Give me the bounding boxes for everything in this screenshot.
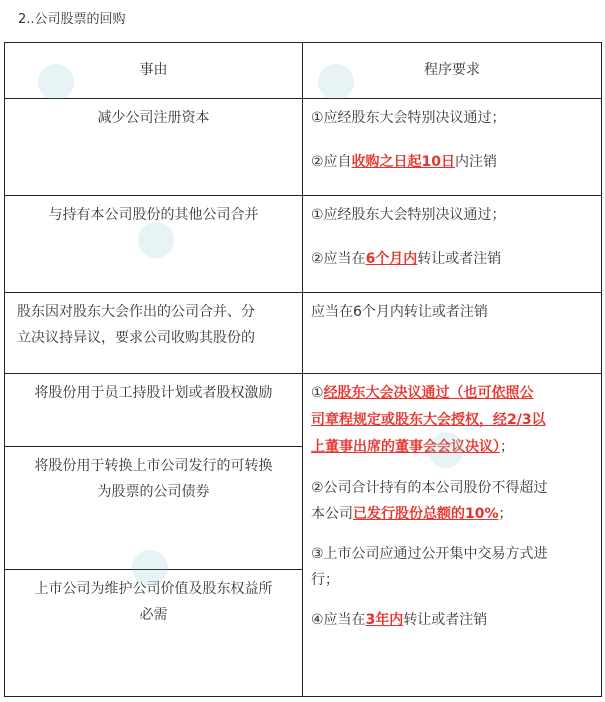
procedure-item: ①应经股东大会特别决议通过；: [311, 207, 506, 223]
text-segment: ②应当在: [311, 251, 366, 267]
reason-text: 必需: [139, 607, 168, 623]
text-segment: ②应自: [311, 154, 352, 170]
table-header-row: [5, 43, 602, 99]
procedure-cell: [303, 293, 602, 374]
header-procedure: 程序要求: [303, 43, 602, 99]
text-segment: ；: [498, 506, 513, 522]
table-row: [5, 374, 602, 447]
reason-cell: [5, 196, 303, 293]
procedure-item-cont: 行；: [311, 572, 339, 588]
reason-cell: [5, 99, 303, 196]
procedure-item: [311, 380, 591, 407]
table-row: [5, 99, 602, 196]
share-repurchase-table: [4, 42, 602, 697]
reason-text: 与持有本公司股份的其他公司合并: [48, 207, 259, 223]
procedure-item: [311, 246, 591, 272]
reason-text: 将股份用于员工持股计划或者股权激励: [34, 385, 273, 401]
text-segment: ①: [311, 385, 324, 401]
highlight-text: 3年内: [365, 612, 404, 628]
highlight-text: 司章程规定或股东大会授权，经2/3以: [311, 412, 546, 428]
reason-text: 股东因对股东大会作出的公司合并、分: [17, 304, 255, 320]
reason-text: 减少公司注册资本: [97, 110, 210, 126]
text-segment: 内注销: [455, 154, 498, 170]
reason-cell: [5, 374, 303, 447]
highlight-text: 上董事出席的董事会会议决议）: [311, 439, 500, 455]
procedure-item: [311, 149, 591, 175]
reason-cell: [5, 293, 303, 374]
highlight-text: 经股东大会决议通过（也可依照公: [323, 385, 534, 401]
procedure-item: ③上市公司应通过公开集中交易方式进: [311, 546, 548, 562]
procedure-item: ①应经股东大会特别决议通过；: [311, 110, 506, 126]
table-row: [5, 196, 602, 293]
procedure-cell-merged: [303, 374, 602, 697]
procedure-item: [311, 607, 591, 633]
procedure-item-cont: [311, 501, 591, 527]
procedure-item: ②公司合计持有的本公司股份不得超过: [311, 480, 548, 496]
text-segment: 本公司: [311, 506, 353, 522]
procedure-cell: [303, 196, 602, 293]
reason-text: 为股票的公司债券: [97, 484, 210, 500]
reason-text: 立决议持异议，要求公司收购其股份的: [17, 330, 255, 346]
section-heading: 2..公司股票的回购: [18, 12, 126, 27]
procedure-item: 应当在6个月内转让或者注销: [311, 304, 488, 320]
text-segment: ；: [500, 439, 514, 455]
highlight-text: 6个月内: [365, 251, 418, 267]
reason-cell: [5, 447, 303, 570]
highlight-text: 已发行股份总额的10%: [353, 506, 499, 522]
procedure-item-cont: [311, 407, 591, 434]
text-segment: ④应当在: [311, 612, 366, 628]
table-row: [5, 293, 602, 374]
highlight-text: 收购之日起10日: [351, 154, 456, 170]
reason-text: 将股份用于转换上市公司发行的可转换: [34, 458, 273, 474]
reason-text: 上市公司为维护公司价值及股东权益所: [34, 581, 273, 597]
procedure-cell: [303, 99, 602, 196]
reason-cell: [5, 570, 303, 697]
text-segment: 转让或者注销: [403, 612, 488, 628]
header-reason: 事由: [5, 43, 303, 99]
procedure-item-cont: [311, 434, 591, 461]
text-segment: 转让或者注销: [417, 251, 502, 267]
